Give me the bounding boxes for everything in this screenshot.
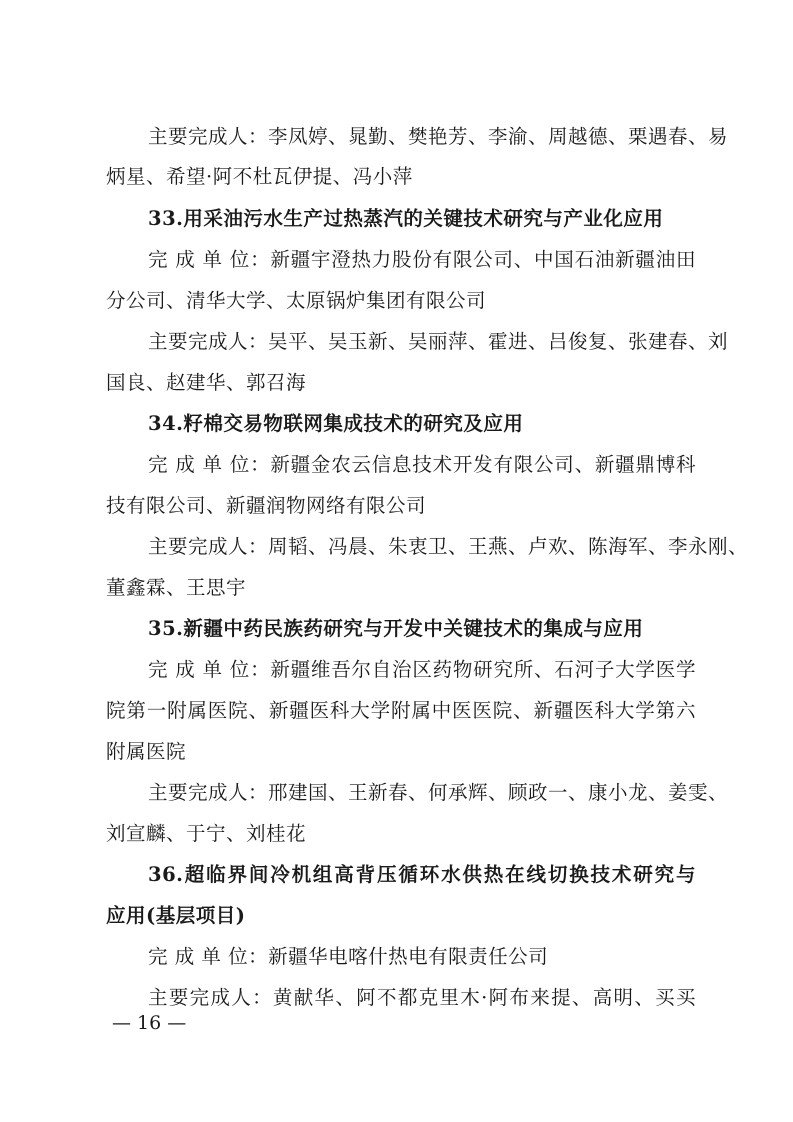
text-line: 主要完成人：黄献华、阿不都克里木·阿布来提、高明、买买	[148, 986, 696, 1009]
text-line: 完 成 单 位：新疆华电喀什热电有限责任公司	[148, 945, 549, 968]
text-line: 完 成 单 位：新疆维吾尔自治区药物研究所、石河子大学医学	[148, 658, 696, 681]
text-line: 完 成 单 位：新疆宇澄热力股份有限公司、中国石油新疆油田	[148, 248, 696, 271]
text-line: 技有限公司、新疆润物网络有限公司	[106, 494, 427, 517]
text-line: 董鑫霖、王思宇	[106, 576, 247, 599]
text-line: 炳星、希望·阿不杜瓦伊提、冯小萍	[106, 165, 413, 188]
text-line: 主要完成人：邢建国、王新春、何承辉、顾政一、康小龙、姜雯、	[148, 781, 729, 804]
project-title: 应用(基层项目)	[106, 904, 246, 927]
page-number: — 16 —	[112, 1012, 187, 1034]
text-line: 主要完成人：周韬、冯晨、朱衷卫、王燕、卢欢、陈海军、李永刚、	[148, 535, 749, 558]
project-title: 35.新疆中药民族药研究与开发中关键技术的集成与应用	[148, 617, 644, 640]
text-line: 附属医院	[106, 740, 187, 763]
text-line: 分公司、清华大学、太原锅炉集团有限公司	[106, 289, 487, 312]
project-title: 36.超临界间冷机组高背压循环水供热在线切换技术研究与	[148, 863, 696, 886]
text-line: 主要完成人：吴平、吴玉新、吴丽萍、霍进、吕俊复、张建春、刘	[148, 330, 729, 353]
text-line: 刘宣麟、于宁、刘桂花	[106, 822, 307, 845]
text-line: 国良、赵建华、郭召海	[106, 371, 307, 394]
project-title: 34.籽棉交易物联网集成技术的研究及应用	[148, 412, 524, 435]
text-line: 院第一附属医院、新疆医科大学附属中医医院、新疆医科大学第六	[106, 699, 696, 722]
project-title: 33.用采油污水生产过热蒸汽的关键技术研究与产业化应用	[148, 207, 664, 230]
text-line: 完 成 单 位：新疆金农云信息技术开发有限公司、新疆鼎博科	[148, 453, 696, 476]
text-line: 主要完成人：李凤婷、晁勤、樊艳芳、李渝、周越德、栗遇春、易	[148, 125, 729, 148]
